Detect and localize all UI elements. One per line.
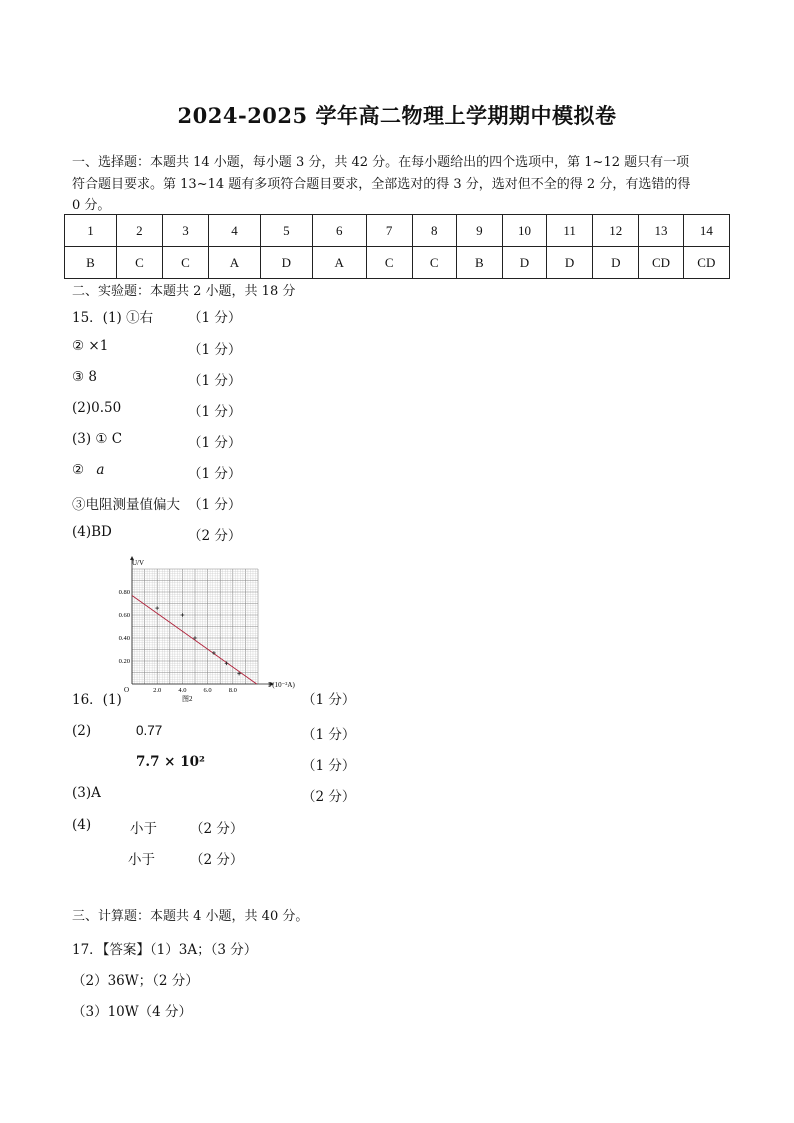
answer-cell: CD: [639, 247, 683, 279]
section1-instructions-line3: 0 分。: [72, 198, 111, 213]
answer-cell: D: [593, 247, 639, 279]
answer-table-answer-row: [65, 247, 730, 279]
answer-cell: C: [162, 247, 208, 279]
x-tick-label: 2.0: [153, 687, 162, 694]
q16-value: 7.7 × 10²: [136, 754, 205, 770]
q16-score: （2 分）: [190, 821, 244, 837]
answer-cell: B: [456, 247, 502, 279]
q17-answer-line: 17．【答案】（1）3A；（3 分）: [72, 942, 258, 958]
graph-x-axis-label: I/(10⁻²A): [268, 681, 295, 689]
section3-heading: 三、计算题：本题共 4 小题，共 40 分。: [72, 909, 309, 924]
q15-variable: a: [96, 462, 105, 478]
q15-score: （1 分）: [188, 404, 242, 420]
answer-cell: B: [65, 247, 117, 279]
q16-value: 小于: [128, 852, 155, 868]
graph-axes: [124, 556, 274, 694]
graph-data-points: [155, 606, 241, 675]
q16-value: 小于: [130, 821, 157, 837]
answer-table: [64, 214, 730, 279]
q16-value: 0.77: [136, 723, 163, 738]
q15-label: ② ×1: [72, 338, 109, 354]
q15-label: (3) ① C: [72, 431, 123, 447]
answer-cell: D: [547, 247, 593, 279]
y-tick-label: 0.60: [118, 612, 130, 619]
q15-score: （1 分）: [188, 435, 242, 451]
x-tick-label: 6.0: [203, 687, 212, 694]
fit-line: [132, 595, 257, 684]
graph-tick-labels: [119, 589, 237, 694]
q15-label-prefix: ②: [72, 462, 85, 478]
q15-score: （1 分）: [188, 466, 242, 482]
q16-score: （1 分）: [302, 692, 356, 708]
q16-score: （1 分）: [302, 758, 356, 774]
graph-grid: [132, 569, 258, 684]
q16-score: （2 分）: [302, 789, 356, 805]
q15-label: [72, 462, 104, 478]
q16-label: (2): [72, 723, 92, 739]
q16-score: （2 分）: [190, 852, 244, 868]
answer-cell: C: [366, 247, 412, 279]
q16-label: 16．(1): [72, 692, 122, 708]
answer-cell: D: [260, 247, 312, 279]
question-number-cell: 11: [547, 215, 593, 247]
q16-label: (4): [72, 817, 92, 833]
section1-instructions-line2: 符合题目要求。第 13~14 题有多项符合题目要求，全部选对的得 3 分，选对但不全的得 2 分，有选错的得: [72, 177, 691, 192]
answer-cell: C: [412, 247, 456, 279]
question-number-cell: 9: [456, 215, 502, 247]
answer-cell: A: [208, 247, 260, 279]
q16-label: (3)A: [72, 785, 101, 801]
question-number-cell: 7: [366, 215, 412, 247]
q15-score: （1 分）: [188, 373, 242, 389]
question-number-cell: 13: [639, 215, 683, 247]
answer-cell: A: [312, 247, 366, 279]
q17-answer-line: （2）36W；（2 分）: [72, 973, 199, 989]
question-number-cell: 8: [412, 215, 456, 247]
page-title: 2024-2025 学年高二物理上学期期中模拟卷: [177, 103, 617, 128]
graph-y-axis-label: U/V: [132, 559, 145, 567]
section2-heading: 二、实验题：本题共 2 小题，共 18 分: [72, 284, 296, 299]
y-tick-label: 0.20: [118, 658, 130, 665]
q17-answer-line: （3）10W（4 分）: [72, 1004, 193, 1020]
q15-score: （1 分）: [188, 497, 242, 513]
q15-label: 15．(1) ①右: [72, 310, 154, 326]
question-number-cell: 4: [208, 215, 260, 247]
question-number-cell: 2: [116, 215, 162, 247]
graph-caption: 图2: [182, 695, 193, 703]
u-i-graph: [112, 556, 302, 704]
y-tick-label: 0.40: [118, 635, 130, 642]
question-number-cell: 10: [502, 215, 546, 247]
x-tick-label: 8.0: [228, 687, 237, 694]
graph-fit-line: [132, 595, 257, 684]
x-tick-label: 4.0: [178, 687, 187, 694]
answer-cell: D: [502, 247, 546, 279]
y-tick-label: 0.80: [118, 589, 130, 596]
answer-cell: CD: [683, 247, 729, 279]
q15-score: （1 分）: [188, 342, 242, 358]
section1-instructions-line1: 一、选择题：本题共 14 小题，每小题 3 分，共 42 分。在每小题给出的四个选项中，第 1~12 题只有一项: [72, 155, 690, 170]
question-number-cell: 12: [593, 215, 639, 247]
q15-label: ③ 8: [72, 369, 97, 385]
q15-label: ③电阻测量值偏大: [72, 497, 180, 513]
data-point: [155, 606, 159, 610]
q15-row: [72, 306, 153, 326]
data-point: [181, 613, 185, 617]
q15-score: （2 分）: [188, 528, 242, 544]
question-number-cell: 1: [65, 215, 117, 247]
answer-table-number-row: [65, 215, 730, 247]
question-number-cell: 5: [260, 215, 312, 247]
q16-score: （1 分）: [302, 727, 356, 743]
question-number-cell: 6: [312, 215, 366, 247]
answer-cell: C: [116, 247, 162, 279]
q15-label: (4)BD: [72, 524, 112, 540]
q15-score: （1 分）: [188, 310, 242, 326]
origin-label: O: [124, 686, 130, 694]
question-number-cell: 3: [162, 215, 208, 247]
q15-label: (2)0.50: [72, 400, 122, 416]
question-number-cell: 14: [683, 215, 729, 247]
